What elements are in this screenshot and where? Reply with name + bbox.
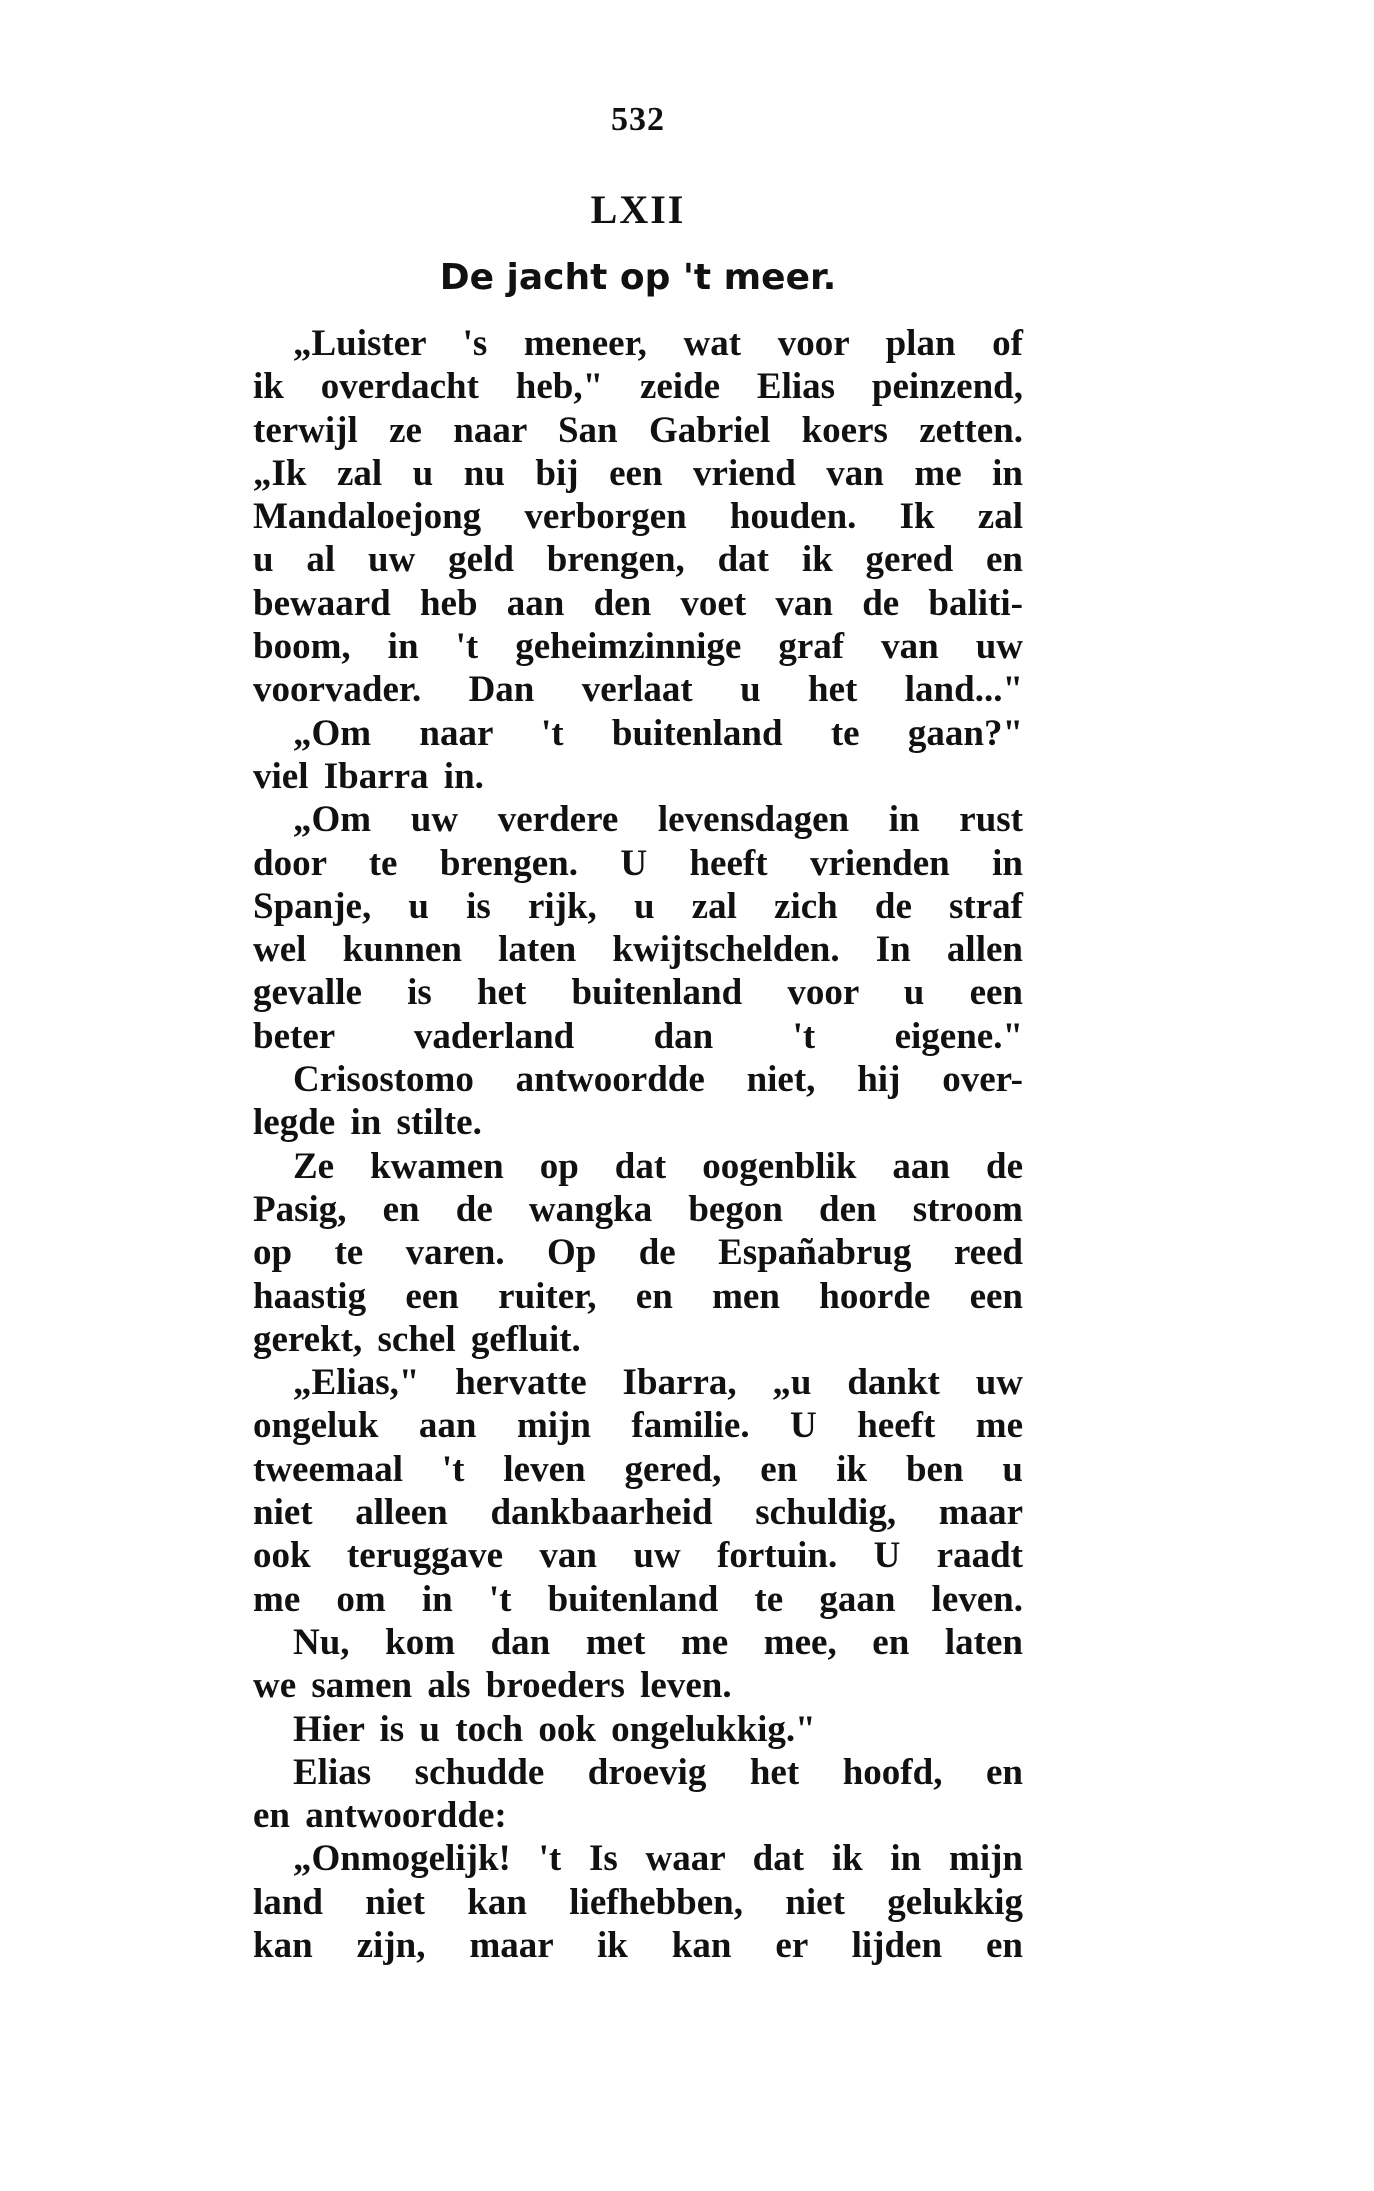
text-line: Spanje, u is rijk, u zal zich de straf: [253, 885, 1023, 927]
text-line: beter vaderland dan 't eigene.": [253, 1015, 1023, 1057]
text-line: ongeluk aan mijn familie. U heeft me: [253, 1405, 1023, 1447]
text-line: en antwoordde:: [253, 1795, 507, 1837]
text-line: gerekt, schel gefluit.: [253, 1318, 581, 1360]
chapter-number: LXII: [590, 187, 686, 232]
text-line: haastig een ruiter, en men hoorde een: [253, 1275, 1023, 1317]
text-line: „Luister 's meneer, wat voor plan of: [293, 323, 1023, 364]
body-text: [253, 322, 1023, 1967]
text-line: Mandaloejong verborgen houden. Ik zal: [253, 496, 1023, 538]
text-line: op te varen. Op de Españabrug reed: [253, 1232, 1023, 1274]
text-line: ook teruggave van uw fortuin. U raadt: [253, 1535, 1023, 1577]
text-line: Crisostomo antwoordde niet, hij over-: [293, 1059, 1023, 1101]
text-line: Pasig, en de wangka begon den stroom: [253, 1188, 1023, 1230]
text-line: u al uw geld brengen, dat ik gered en: [253, 539, 1023, 581]
text-line: „Elias," hervatte Ibarra, „u dankt uw: [293, 1362, 1023, 1404]
text-line: door te brengen. U heeft vrienden in: [253, 842, 1023, 884]
text-line: we samen als broeders leven.: [253, 1665, 732, 1707]
text-line: „Onmogelijk! 't Is waar dat ik in mijn: [293, 1838, 1023, 1880]
text-line: „Ik zal u nu bij een vriend van me in: [253, 452, 1023, 494]
text-line: „Om naar 't buitenland te gaan?": [293, 712, 1023, 754]
text-line: kan zijn, maar ik kan er lijden en: [253, 1924, 1023, 1966]
text-line: gevalle is het buitenland voor u een: [253, 972, 1023, 1014]
page-number: 532: [611, 101, 665, 138]
text-line: Hier is u toch ook ongelukkig.": [293, 1708, 816, 1750]
text-line: legde in stilte.: [253, 1102, 482, 1144]
chapter-title: De jacht op 't meer.: [439, 257, 837, 298]
text-line: wel kunnen laten kwijtschelden. In allen: [253, 929, 1023, 971]
text-line: niet alleen dankbaarheid schuldig, maar: [253, 1492, 1023, 1534]
text-line: land niet kan liefhebben, niet gelukkig: [253, 1881, 1023, 1923]
book-page: [253, 96, 1023, 2096]
text-line: Ze kwamen op dat oogenblik aan de: [293, 1145, 1023, 1187]
text-line: boom, in 't geheimzinnige graf van uw: [253, 626, 1023, 668]
text-line: terwijl ze naar San Gabriel koers zetten.: [253, 409, 1023, 451]
text-line: bewaard heb aan den voet van de baliti-: [253, 582, 1023, 624]
text-line: me om in 't buitenland te gaan leven.: [253, 1578, 1023, 1620]
text-line: Nu, kom dan met me mee, en laten: [293, 1621, 1023, 1663]
text-line: „Om uw verdere levensdagen in rust: [293, 799, 1023, 841]
text-line: tweemaal 't leven gered, en ik ben u: [253, 1448, 1023, 1490]
text-line: voorvader. Dan verlaat u het land...": [253, 669, 1023, 711]
text-line: viel Ibarra in.: [253, 755, 484, 797]
text-line: Elias schudde droevig het hoofd, en: [293, 1751, 1023, 1793]
text-line: ik overdacht heb," zeide Elias peinzend,: [253, 366, 1023, 408]
